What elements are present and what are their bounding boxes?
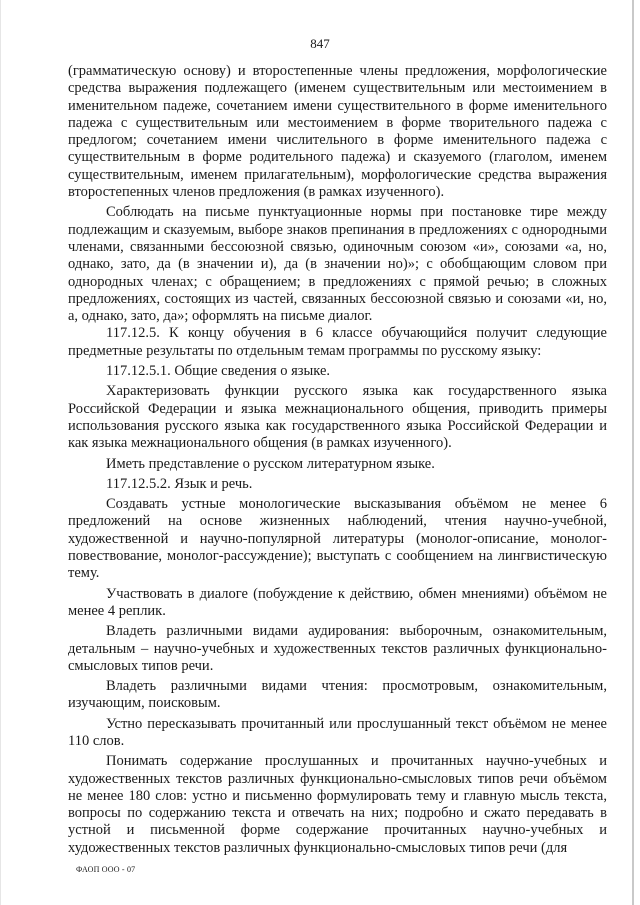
paragraph: Характеризовать функции русского языка как государственного языка Российской Федерации и языка межнационального общения, приводить примеры использования русского языка как государственного языка Российской Федерации и как языка межнационального общения (в рамках изученного). xyxy=(68,383,607,452)
scan-edge-left xyxy=(0,0,1,905)
paragraph: Устно пересказывать прочитанный или прослушанный текст объёмом не менее 110 слов. xyxy=(68,715,607,749)
scan-edge-right xyxy=(632,0,634,905)
paragraph: Соблюдать на письме пунктуационные нормы при постановке тире между подлежащим и сказуемым, выборе знаков препинания в предложениях с однородными членами, связанными бессоюзной связью, одиночным союзом «и», союзами «а, но, однако, зато, да (в значении и), да (в значении но)»; с обобщающим словом при однородных членах; с обращением; в предложениях с прямой речью; в сложных предложениях, состоящих из частей, связанных бессоюзной связью и союзами «и, но, а, однако, зато, да»; оформлять на письме диалог. xyxy=(68,204,607,325)
paragraph: Владеть различными видами чтения: просмотровым, ознакомительным, изучающим, поисковым. xyxy=(68,678,607,712)
section-heading: 117.12.5.2. Язык и речь. xyxy=(106,475,253,492)
paragraph: Участвовать в диалоге (побуждение к действию, обмен мнениями) объёмом не менее 4 реплик. xyxy=(68,585,607,619)
paragraph: Понимать содержание прослушанных и прочитанных научно-учебных и художественных текстов различных функционально-смысловых типов речи объёмом не менее 180 слов: устно и письменно формулировать тему и главную мысль текста, вопросы по содержанию текста и отвечать на них; подробно и сжато передавать в устной и письменной форме содержание прочитанных научно-учебных и художественных текстов различных функционально-смысловых типов речи (для xyxy=(68,753,607,856)
paragraph: 117.12.5. К концу обучения в 6 классе обучающийся получит следующие предметные результаты по отдельным темам программы по русскому языку: xyxy=(68,325,607,359)
section-heading: 117.12.5.1. Общие сведения о языке. xyxy=(106,363,330,380)
paragraph: Иметь представление о русском литературном языке. xyxy=(106,455,435,472)
page-number: 847 xyxy=(310,36,330,51)
body-text xyxy=(68,63,607,857)
paragraph: (грамматическую основу) и второстепенные члены предложения, морфологические средства выражения подлежащего (именем существительным или местоимением в именительном падеже, сочетанием имени существительного в форме именительного падежа с существительным или местоимением в форме творительного падежа с предлогом; сочетанием имени числительного в форме именительного падежа с существительным в форме родительного падежа) и сказуемого (глаголом, именем существительным, именем прилагательным), морфологические средства выражения второстепенных членов предложения (в рамках изученного). xyxy=(68,63,607,201)
paragraph: Владеть различными видами аудирования: выборочным, ознакомительным, детальным – научно-учебных и художественных текстов различных функционально-смысловых типов речи. xyxy=(68,623,607,674)
paragraph: Создавать устные монологические высказывания объёмом не менее 6 предложений на основе жизненных наблюдений, чтения научно-учебной, художественной и научно-популярной литературы (монолог-описание, монолог-повествование, монолог-рассуждение); выступать с сообщением на лингвистическую тему. xyxy=(68,496,607,582)
footer-code: ФАОП ООО - 07 xyxy=(76,865,136,874)
